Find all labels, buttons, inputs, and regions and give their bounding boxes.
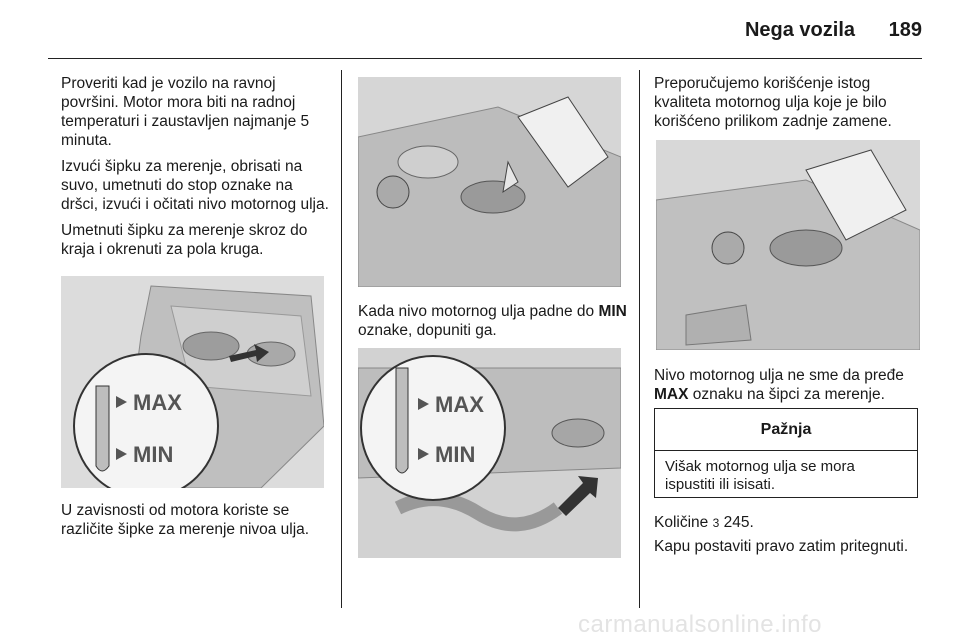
oil-filling-illustration xyxy=(656,140,920,350)
quantities-page-ref[interactable]: 245. xyxy=(719,514,754,531)
cross-reference-arrow-icon[interactable]: 3 xyxy=(712,516,720,530)
max-mark-label: MAX xyxy=(133,390,182,415)
column-divider-2 xyxy=(639,70,640,608)
min-bold-label: MIN xyxy=(598,303,627,320)
column-divider-1 xyxy=(341,70,342,608)
paragraph-check-level: Proveriti kad je vozilo na ravnoj površini. Motor mora biti na radnoj temperaturi i zaustavljen najmanje 5 minuta. xyxy=(61,75,310,149)
engine-cover-illustration xyxy=(61,276,324,488)
paragraph-insert-dipstick: Umetnuti šipku za merenje skroz do kraja i okrenuti za pola kruga. xyxy=(61,222,308,258)
notice-box xyxy=(654,408,918,498)
watermark: carmanualsonline.info xyxy=(578,611,822,638)
figure-caption-dipsticks: U zavisnosti od motora koriste se različite šipke za merenje nivoa ulja. xyxy=(61,502,310,538)
notice-title: Pažnja xyxy=(655,409,917,451)
column-1-text xyxy=(61,74,331,266)
max-bold-label: MAX xyxy=(654,386,689,403)
refill-text-end: oznake, dopuniti ga. xyxy=(358,322,497,339)
refill-text-start: Kada nivo motornog ulja padne do xyxy=(358,303,599,320)
max-mark-label: MAX xyxy=(435,392,484,417)
paragraph-quantities xyxy=(654,513,922,533)
figure-oil-filling-2 xyxy=(656,140,920,350)
engine-dipstick-illustration xyxy=(358,348,621,558)
paragraph-read-dipstick: Izvući šipku za merenje, obrisati na suvo, umetnuti do stop oznake na dršci, izvući i očitati nivo motornog ulja. xyxy=(61,158,329,213)
figure-dipstick-engine-1 xyxy=(61,276,324,488)
min-mark-label: MIN xyxy=(133,442,174,467)
paragraph-cap: Kapu postaviti pravo zatim pritegnuti. xyxy=(654,538,909,555)
paragraph-max-level xyxy=(654,366,922,404)
page-header-title: Nega vozila xyxy=(744,19,855,41)
paragraph-oil-quality: Preporučujemo korišćenje istog kvaliteta motornog ulja koje je bilo korišćeno prilikom zadnje zamene. xyxy=(654,75,892,130)
min-mark-label: MIN xyxy=(435,442,476,467)
figure-oil-filling-1 xyxy=(358,77,621,287)
oil-filling-illustration xyxy=(358,77,621,287)
figure-dipstick-engine-2 xyxy=(358,348,621,558)
max-level-text-end: oznaku na šipci za merenje. xyxy=(688,386,885,403)
quantities-text: Količine xyxy=(654,514,713,531)
header-rule xyxy=(48,58,922,59)
max-level-text-start: Nivo motornog ulja ne sme da pređe xyxy=(654,367,904,384)
notice-body: Višak motornog ulja se mora ispustiti ili isisati. xyxy=(665,458,855,493)
page-number: 189 xyxy=(888,19,922,41)
dipstick-detail-circle xyxy=(361,356,505,500)
paragraph-refill xyxy=(358,302,628,340)
